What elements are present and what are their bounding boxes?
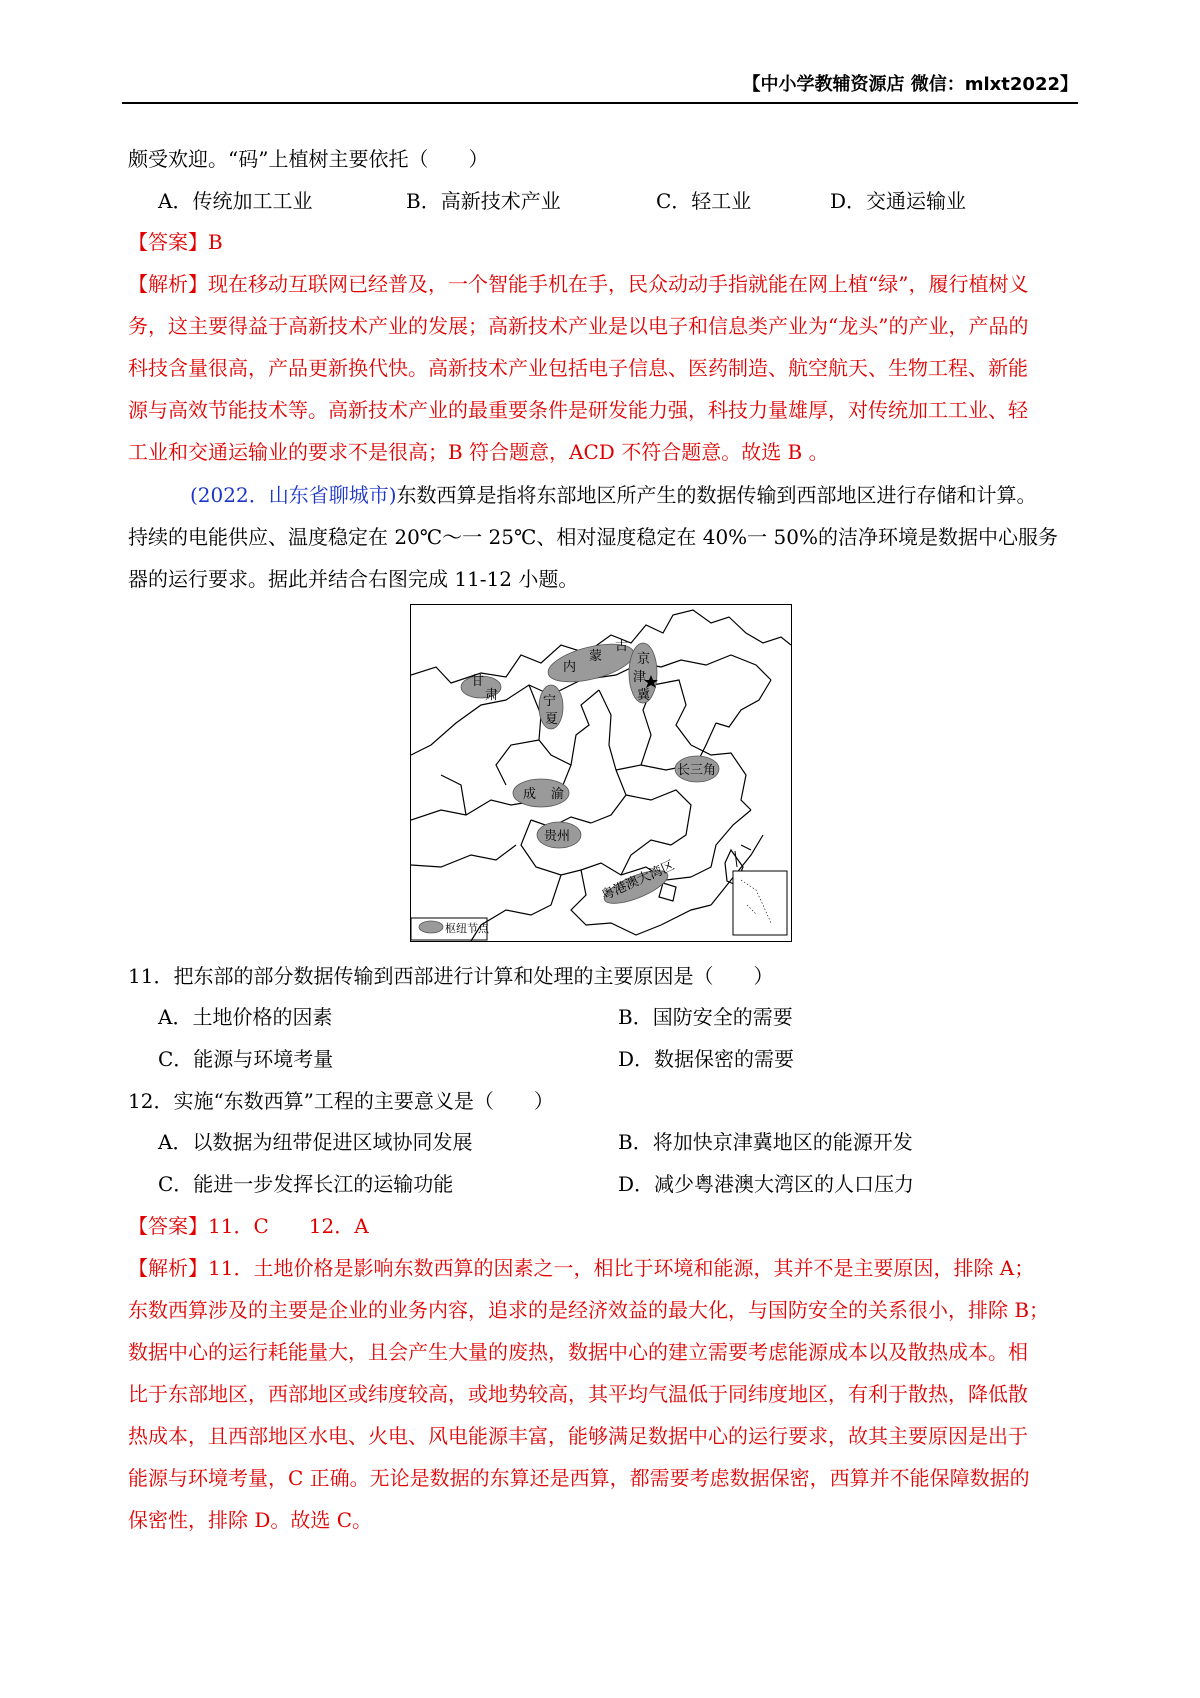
- analysis-label: 【解析】: [128, 1256, 208, 1280]
- map-label-ning: 宁: [543, 694, 557, 709]
- map-label-nei: 内: [563, 660, 577, 675]
- answer-label: 【答案】: [128, 1214, 208, 1238]
- q11-analysis-line-2: 东数西算涉及的主要是企业的业务内容，追求的是经济效益的最大化，与国防安全的关系很小，排除 B；: [128, 1298, 1050, 1322]
- q11-analysis-line-5: 热成本，且西部地区水电、火电、风电能源丰富，能够满足数据中心的运行要求，故其主要原因是出于: [128, 1424, 1028, 1448]
- q10-analysis-line-4: 源与高效节能技术等。高新技术产业的最重要条件是研发能力强，科技力量雄厚，对传统加工工业、轻: [128, 398, 1028, 422]
- q10-option-d: D．交通运输业: [830, 189, 967, 213]
- q11-option-d: D．数据保密的需要: [618, 1047, 795, 1071]
- q10-answer: [128, 229, 223, 255]
- q10-analysis-line-3: 科技含量很高，产品更新换代快。高新技术产业包括电子信息、医药制造、航空航天、生物工程、新能: [128, 356, 1028, 380]
- intro-text: 东数西算是指将东部地区所产生的数据传输到西部地区进行存储和计算。: [396, 483, 1037, 507]
- header-text: 【中小学教辅资源店 微信：mlxt2022】: [742, 74, 1078, 95]
- q11-stem: 11．把东部的部分数据传输到西部进行计算和处理的主要原因是（ ）: [128, 964, 774, 988]
- q10-analysis-line-2: 务，这主要得益于高新技术产业的发展；高新技术产业是以电子和信息类产业为“龙头”的产业，产品的: [128, 314, 1029, 338]
- analysis-label: 【解析】: [128, 272, 208, 296]
- q11-analysis-line-1: [128, 1255, 1034, 1281]
- map-label-jing: 京: [637, 652, 651, 667]
- q12-option-d: D．减少粤港澳大湾区的人口压力: [618, 1172, 915, 1196]
- map-label-gan: 甘: [471, 674, 485, 689]
- answer-value: 11．C 12．A: [208, 1214, 369, 1238]
- answer-value: B: [208, 230, 223, 254]
- map-label-xia: 夏: [545, 712, 559, 727]
- map-label-guizhou: 贵州: [544, 829, 571, 844]
- q10-option-c: C．轻工业: [656, 189, 752, 213]
- q10-option-a: A．传统加工工业: [158, 189, 313, 213]
- q12-stem: 12．实施“东数西算”工程的主要意义是（ ）: [128, 1089, 554, 1113]
- q10-analysis-line-5: 工业和交通运输业的要求不是很高；B 符合题意，ACD 不符合题意。故选 B 。: [128, 440, 829, 464]
- answer-label: 【答案】: [128, 230, 208, 254]
- q12-option-a: A．以数据为纽带促进区域协同发展: [158, 1130, 473, 1154]
- q11-12-answer: [128, 1213, 369, 1239]
- q10-option-b: B．高新技术产业: [406, 189, 561, 213]
- q11-option-c: C．能源与环境考量: [158, 1047, 334, 1071]
- q11-option-a: A．土地价格的因素: [158, 1005, 333, 1029]
- q11-analysis-line-4: 比于东部地区，西部地区或纬度较高，或地势较高，其平均气温低于同纬度地区，有利于散热，降低散: [128, 1382, 1028, 1406]
- map-label-ji: 冀: [637, 688, 651, 703]
- analysis-text: 现在移动互联网已经普及，一个智能手机在手，民众动动手指就能在网上植“绿”，履行植树义: [208, 272, 1029, 296]
- q12-option-b: B．将加快京津冀地区的能源开发: [618, 1130, 913, 1154]
- map-label-yuegangao: 粤港澳大湾区: [599, 858, 677, 904]
- map-label-changsanjiao: 长三角: [677, 763, 717, 778]
- q11-analysis-line-6: 能源与环境考量，C 正确。无论是数据的东算还是西算，都需要考虑数据保密，西算并不能保障数据的: [128, 1466, 1030, 1490]
- map-label-meng: 蒙: [589, 649, 603, 664]
- q12-option-c: C．能进一步发挥长江的运输功能: [158, 1172, 454, 1196]
- map-label-jin: 津: [633, 670, 647, 685]
- map-label-gu: 古: [615, 639, 629, 654]
- map-label-su: 肃: [485, 688, 499, 703]
- intro-line-1: [190, 482, 1037, 508]
- intro-line-2: 持续的电能供应、温度稳定在 20℃～一 25℃、相对湿度稳定在 40%一 50%的洁净环境是数据中心服务: [128, 525, 1058, 549]
- page-header: [122, 70, 1078, 104]
- q11-analysis-line-3: 数据中心的运行耗能量大，且会产生大量的废热，数据中心的建立需要考虑能源成本以及散热成本。相: [128, 1340, 1028, 1364]
- intro-line-3: 器的运行要求。据此并结合右图完成 11-12 小题。: [128, 567, 579, 591]
- china-data-hub-map: [410, 604, 792, 942]
- q11-option-b: B．国防安全的需要: [618, 1005, 793, 1029]
- q10-stem: 颇受欢迎。“码”上植树主要依托（ ）: [128, 147, 489, 171]
- q10-analysis-line-1: [128, 271, 1028, 297]
- q11-analysis-line-7: 保密性，排除 D。故选 C。: [128, 1508, 373, 1532]
- map-label-yu: 渝: [551, 787, 565, 802]
- analysis-text: 11．土地价格是影响东数西算的因素之一，相比于环境和能源，其并不是主要原因，排除 A；: [208, 1256, 1035, 1280]
- map-legend: 枢纽节点: [445, 922, 489, 935]
- source-tag: (2022．山东省聊城市): [190, 483, 397, 507]
- map-label-cheng: 成: [523, 787, 537, 802]
- map-drawing: [411, 605, 791, 941]
